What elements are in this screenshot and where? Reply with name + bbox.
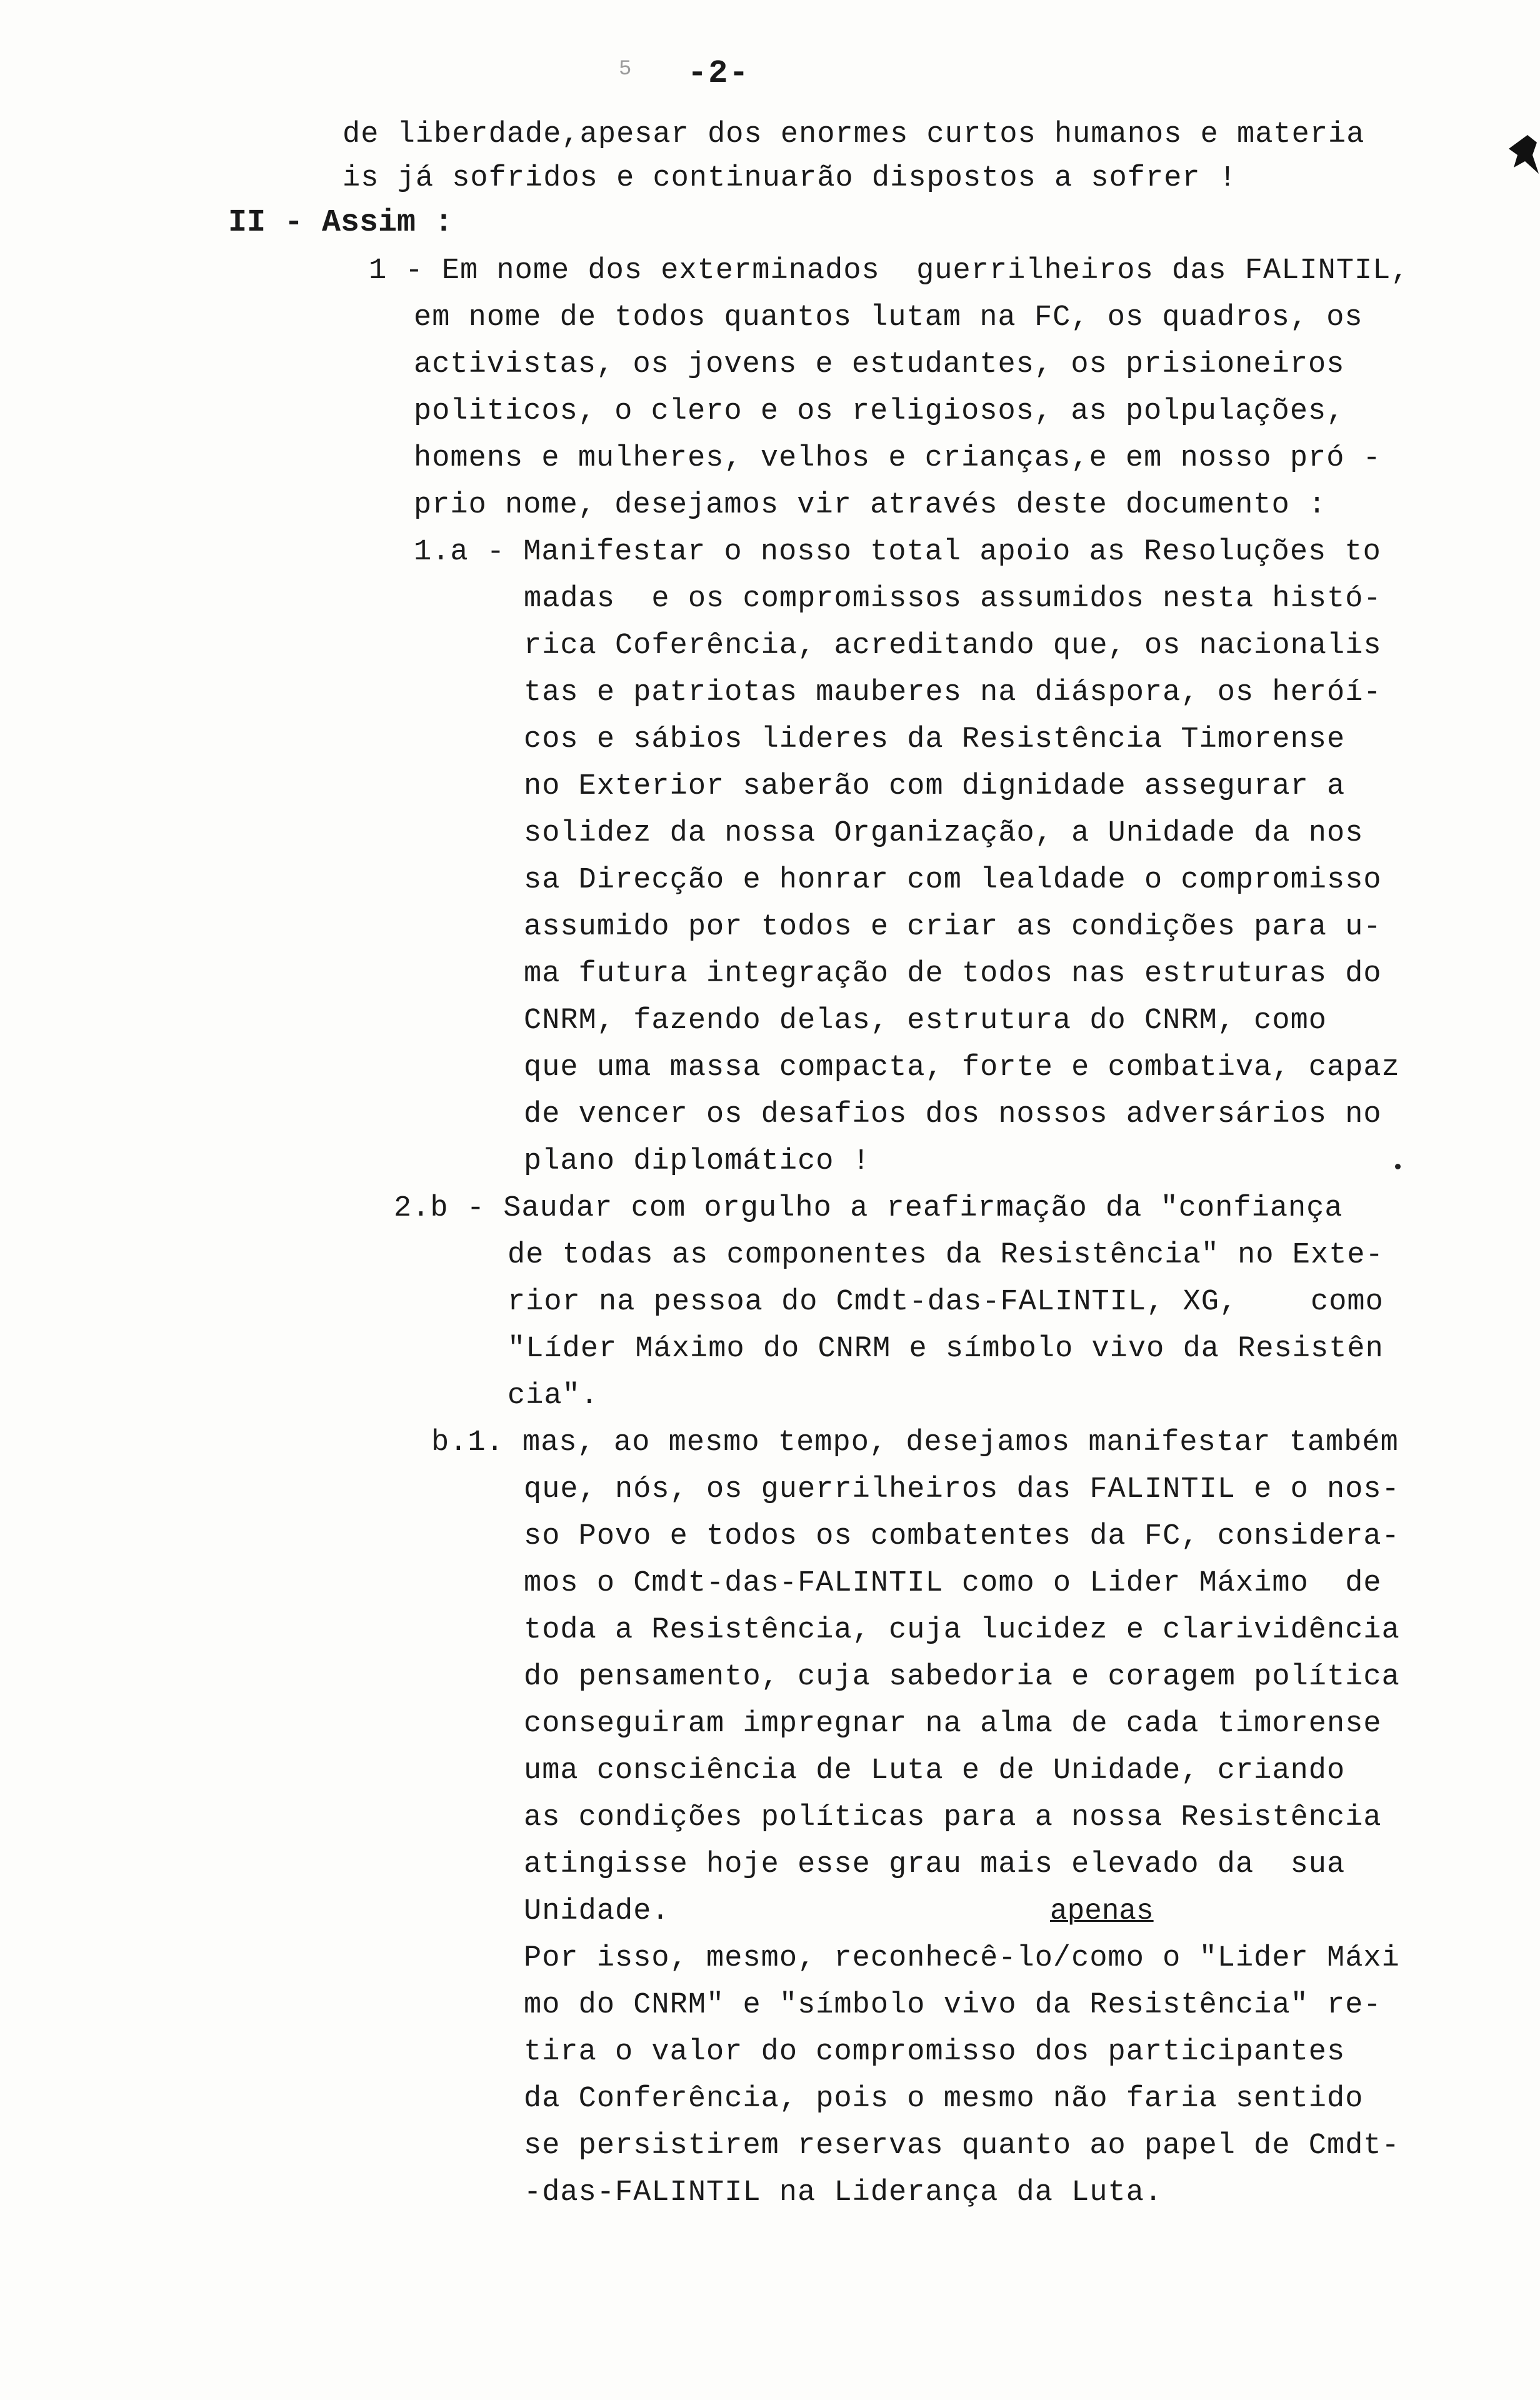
item-1a-line: solidez da nossa Organização, a Unidade da nos (524, 817, 1364, 850)
intro-line: de liberdade,apesar dos enormes curtos humanos e materia (342, 118, 1365, 151)
item-b1-line: Por isso, mesmo, reconhecê-lo/como o "Lider Máxi (524, 1942, 1400, 1975)
item-1a-line: ma futura integração de todos nas estruturas do (524, 958, 1382, 991)
item-1a-line: madas e os compromissos assumidos nesta histó- (524, 582, 1382, 616)
item-1a-line: 1.a - Manifestar o nosso total apoio as Resoluções to (414, 536, 1381, 569)
item-1a-line: sa Direcção e honrar com lealdade o compromisso (524, 864, 1382, 897)
section-heading: II - Assim : (228, 205, 454, 241)
item-1a-line: CNRM, fazendo delas, estrutura do CNRM, como (524, 1004, 1328, 1038)
item-b1-line: tira o valor do compromisso dos participantes (524, 2036, 1346, 2069)
ink-blot-mark (1502, 130, 1540, 179)
item-b1-line: que, nós, os guerrilheiros das FALINTIL e o nos- (524, 1473, 1400, 1506)
item-1-line: prio nome, desejamos vir através deste documento : (414, 489, 1327, 522)
item-2b-line: "Líder Máximo do CNRM e símbolo vivo da Resistên (508, 1332, 1384, 1366)
item-b1-line: toda a Resistência, cuja lucidez e clarividência (524, 1614, 1400, 1647)
item-1a-line: plano diplomático ! (524, 1145, 871, 1178)
item-b1-line: mos o Cmdt-das-FALINTIL como o Lider Máximo de (524, 1567, 1382, 1600)
item-1-line: 1 - Em nome dos exterminados guerrilheiros das FALINTIL, (369, 254, 1409, 288)
item-b1-line: Unidade. (524, 1895, 670, 1928)
item-b1-line: so Povo e todos os combatentes da FC, considera- (524, 1520, 1400, 1553)
item-b1-line: se persistirem reservas quanto ao papel de Cmdt- (524, 2129, 1400, 2162)
item-1-line: politicos, o clero e os religiosos, as polpulações, (414, 395, 1345, 428)
item-b1-line: da Conferência, pois o mesmo não faria sentido (524, 2082, 1364, 2116)
item-b1-line: mo do CNRM" e "símbolo vivo da Resistência" re- (524, 1989, 1382, 2022)
item-1a-line: rica Coferência, acreditando que, os nacionalis (524, 629, 1382, 662)
item-b1-line: as condições políticas para a nossa Resistência (524, 1801, 1382, 1834)
item-1-line: homens e mulheres, velhos e crianças,e em nosso pró - (414, 442, 1381, 475)
item-2b-line: de todas as componentes da Resistência" no Exte- (508, 1239, 1384, 1272)
item-1a-line: assumido por todos e criar as condições para u- (524, 911, 1382, 944)
item-1-line: em nome de todos quantos lutam na FC, os quadros, os (414, 301, 1363, 334)
item-1-line: activistas, os jovens e estudantes, os prisioneiros (414, 348, 1345, 381)
item-b1-line: b.1. mas, ao mesmo tempo, desejamos manifestar também (431, 1426, 1399, 1459)
item-1a-line: tas e patriotas mauberes na diáspora, os heróí- (524, 676, 1382, 709)
item-1a-line: que uma massa compacta, forte e combativa, capaz (524, 1051, 1400, 1084)
faint-page-mark: 5 (619, 58, 632, 81)
item-1a-line: de vencer os desafios dos nossos adversários no (524, 1098, 1382, 1131)
item-b1-line: conseguiram impregnar na alma de cada timorense (524, 1708, 1382, 1741)
item-b1-line: do pensamento, cuja sabedoria e coragem política (524, 1661, 1400, 1694)
item-2b-line: 2.b - Saudar com orgulho a reafirmação da "confiança (394, 1192, 1343, 1225)
item-b1-line: uma consciência de Luta e de Unidade, criando (524, 1754, 1346, 1788)
intro-line: is já sofridos e continuarão dispostos a sofrer ! (342, 162, 1238, 195)
page-number: -2- (688, 55, 750, 92)
item-2b-line: rior na pessoa do Cmdt-das-FALINTIL, XG, como (508, 1286, 1384, 1319)
handwritten-insertion: apenas (1050, 1895, 1154, 1928)
item-1a-line: cos e sábios lideres da Resistência Timorense (524, 723, 1346, 756)
item-2b-line: cia". (508, 1379, 599, 1412)
item-b1-line: -das-FALINTIL na Liderança da Luta. (524, 2176, 1163, 2209)
item-1a-line: no Exterior saberão com dignidade assegurar a (524, 770, 1346, 803)
item-b1-line: atingisse hoje esse grau mais elevado da sua (524, 1848, 1346, 1881)
stray-dot-mark (1395, 1164, 1401, 1169)
